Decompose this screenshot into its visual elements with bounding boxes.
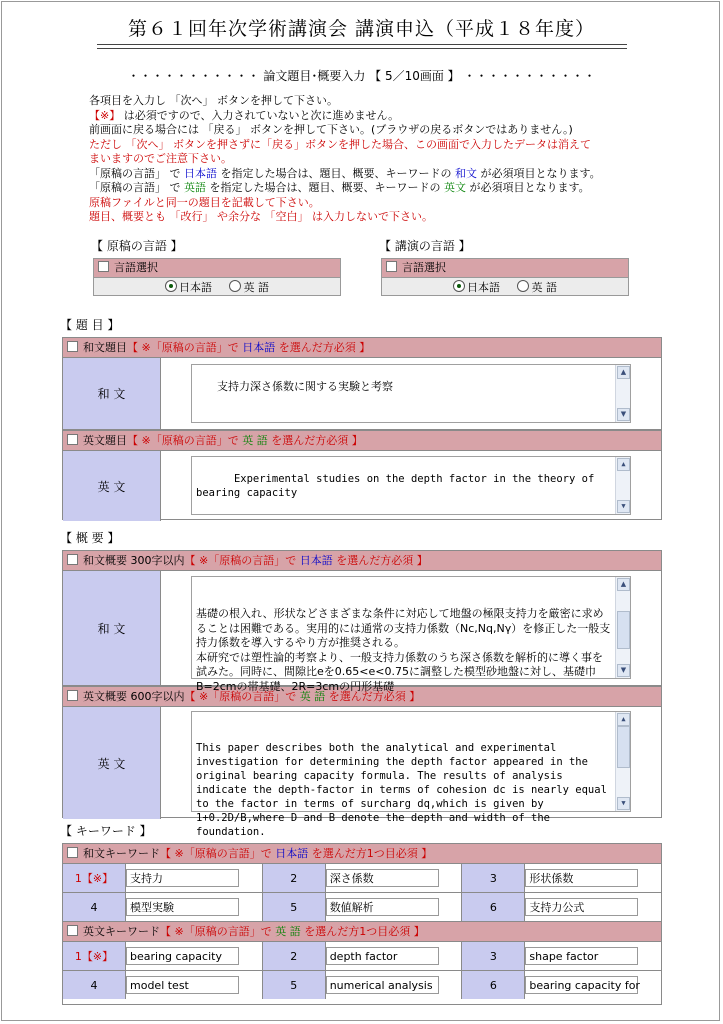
- checkbox-icon[interactable]: [386, 261, 397, 272]
- instruction-line: 「原稿の言語」 で 日本語 を指定した場合は、題目、概要、キーワードの 和文 が必須項目となります。: [89, 166, 601, 180]
- keyword-input[interactable]: bearing capacity for: [525, 976, 638, 994]
- radio-selected-icon[interactable]: [165, 280, 177, 292]
- jp-title-textarea[interactable]: 支持力深さ係数に関する実験と考察 ▲ ▼: [191, 364, 631, 423]
- radio-selected-icon[interactable]: [453, 280, 465, 292]
- jp-title-bar: 和文題目【 ※「原稿の言語」で 日本語 を選んだ方必須 】: [63, 338, 661, 358]
- row-label: 英 文: [63, 707, 161, 819]
- checkbox-icon[interactable]: [67, 554, 78, 565]
- lecture-language-bar: 言語選択: [382, 259, 628, 278]
- manuscript-language-heading: 【 原稿の言語 】: [91, 239, 183, 253]
- row-label: 英 文: [63, 451, 161, 521]
- checkbox-icon[interactable]: [67, 341, 78, 352]
- table-row: [63, 942, 661, 971]
- jp-abstract-bar: 和文概要 300字以内【 ※「原稿の言語」で 日本語 を選んだ方必須 】: [63, 551, 661, 571]
- manuscript-language-box: [93, 258, 341, 296]
- keyword-input[interactable]: shape factor: [525, 947, 638, 965]
- keyword-input[interactable]: 支持力: [126, 869, 239, 887]
- keyword-input[interactable]: 支持力公式: [525, 898, 638, 916]
- scroll-down-icon[interactable]: ▼: [617, 500, 630, 513]
- keyword-input[interactable]: 形状係数: [525, 869, 638, 887]
- instruction-line: 原稿ファイルと同一の題目を記載して下さい。: [89, 195, 320, 209]
- radio-manuscript-japanese[interactable]: 日本語: [165, 281, 212, 294]
- instruction-line: 【※】 は必須ですので、入力されていないと次に進めません。: [89, 108, 400, 122]
- keyword-number: 4: [63, 893, 126, 922]
- jp-keyword-table: [63, 864, 661, 921]
- radio-icon[interactable]: [517, 280, 529, 292]
- en-keyword-bar: 英文キーワード【 ※「原稿の言語」で 英 語 を選んだ方1つ目必須 】: [63, 921, 661, 942]
- lecture-language-box: [381, 258, 629, 296]
- scroll-down-icon[interactable]: ▼: [617, 797, 630, 810]
- jp-abstract-textarea[interactable]: 基礎の根入れ、形状などさまざまな条件に対応して地盤の極限支持力を厳密に求めることは困難である。実用的には通常の支持力係数（Nc,Nq,Nγ）を修正した一般支持力係数を導入するやり方が推奨される。 本研究では塑性論的考察より、一般支持力係数のうち深さ係数を解析的に導く事を試みた。同時に、間隙比eを0.65<e<0.75に調整した模型砂地盤に対し、基礎巾B=2cmの帯基礎、2R=3cmの円形基礎 ▲ ▼: [191, 576, 631, 679]
- keyword-input[interactable]: 深さ係数: [326, 869, 439, 887]
- table-row: [63, 893, 661, 922]
- en-title-bar: 英文題目【 ※「原稿の言語」で 英 語 を選んだ方必須 】: [63, 430, 661, 451]
- instruction-line: まいますのでご注意下さい。: [89, 152, 232, 165]
- keyword-input[interactable]: 数値解析: [326, 898, 439, 916]
- row-label: 和 文: [63, 358, 161, 429]
- scroll-up-icon[interactable]: ▲: [617, 578, 630, 591]
- en-keyword-table: [63, 942, 661, 999]
- instruction-line: 各項目を入力し 「次へ」 ボタンを押して下さい。: [89, 94, 338, 107]
- scroll-thumb[interactable]: [617, 726, 630, 768]
- title-rule: [97, 44, 627, 45]
- keyword-number: 4: [63, 971, 126, 1000]
- keyword-number: 6: [462, 971, 525, 1000]
- title-panel: [62, 337, 662, 520]
- jp-title-row: [63, 358, 661, 430]
- radio-lecture-japanese[interactable]: 日本語: [453, 281, 500, 294]
- scrollbar[interactable]: [615, 457, 630, 514]
- checkbox-icon[interactable]: [67, 925, 78, 936]
- en-title-textarea[interactable]: Experimental studies on the depth factor in the theory of bearing capacity ▲ ▼: [191, 456, 631, 515]
- page-title: 第６１回年次学術講演会 講演申込（平成１８年度）: [127, 18, 596, 40]
- scroll-up-icon[interactable]: ▲: [617, 458, 630, 471]
- lecture-language-heading: 【 講演の言語 】: [379, 239, 471, 253]
- jp-abstract-row: [63, 571, 661, 693]
- keyword-section-heading: 【 キーワード 】: [60, 824, 152, 838]
- radio-icon[interactable]: [229, 280, 241, 292]
- keyword-number: 1【※】: [63, 942, 126, 971]
- keyword-input[interactable]: bearing capacity: [126, 947, 239, 965]
- table-row: [63, 864, 661, 893]
- keyword-number: 3: [462, 942, 525, 971]
- keyword-number: 5: [262, 971, 325, 1000]
- checkbox-icon[interactable]: [67, 690, 78, 701]
- jp-keyword-bar: 和文キーワード【 ※「原稿の言語」で 日本語 を選んだ方1つ目必須 】: [63, 844, 661, 864]
- scroll-up-icon[interactable]: ▲: [617, 713, 630, 726]
- row-label: 和 文: [63, 571, 161, 685]
- scrollbar[interactable]: [615, 577, 630, 678]
- scrollbar[interactable]: [615, 365, 630, 422]
- manuscript-language-bar: 言語選択: [94, 259, 340, 278]
- keyword-number: 5: [262, 893, 325, 922]
- keyword-number: 6: [462, 893, 525, 922]
- title-rule: [97, 48, 627, 49]
- keyword-input[interactable]: model test: [126, 976, 239, 994]
- table-row: [63, 971, 661, 1000]
- checkbox-icon[interactable]: [67, 434, 78, 445]
- keyword-number: 2: [262, 942, 325, 971]
- instruction-line: 題目、概要とも 「改行」 や余分な 「空白」 は入力しないで下さい。: [89, 210, 433, 223]
- en-abstract-textarea[interactable]: This paper describes both the analytical and experimental investigation for determining the depth factor appeared in the original bearing capacity formula. The results of analysis indicate the depth-factor in terms of cohesion dc is nearly equal to the factor in terms of surcharg dq,which is given by 1+0.2D/B,where D and B denote the depth and width of the foundation. ▲ ▼: [191, 711, 631, 812]
- keyword-input[interactable]: numerical analysis: [326, 976, 439, 994]
- keyword-number: 2: [262, 864, 325, 893]
- keyword-number: 3: [462, 864, 525, 893]
- page-subtitle: ・・・・・・・・・・・ 論文題目･概要入力 【 5／10画面 】 ・・・・・・・・・・・: [127, 69, 596, 83]
- instructions: [89, 94, 601, 225]
- keyword-panel: [62, 843, 662, 1005]
- instruction-line: ただし 「次へ」 ボタンを押さずに「戻る」ボタンを押した場合、この画面で入力したデータは消えて: [89, 137, 591, 151]
- keyword-input[interactable]: 模型実験: [126, 898, 239, 916]
- scrollbar[interactable]: [615, 712, 630, 811]
- abstract-section-heading: 【 概 要 】: [60, 531, 120, 545]
- en-abstract-bar: 英文概要 600字以内【 ※「原稿の言語」で 英 語 を選んだ方必須 】: [63, 686, 661, 707]
- checkbox-icon[interactable]: [67, 847, 78, 858]
- scroll-up-icon[interactable]: ▲: [617, 366, 630, 379]
- radio-manuscript-english[interactable]: 英 語: [229, 281, 269, 294]
- checkbox-icon[interactable]: [98, 261, 109, 272]
- keyword-number: 1【※】: [63, 864, 126, 893]
- scroll-thumb[interactable]: [617, 611, 630, 649]
- instruction-line: 前画面に戻る場合には 「戻る」 ボタンを押して下さい。(ブラウザの戻るボタンではありません。): [89, 123, 573, 136]
- keyword-input[interactable]: depth factor: [326, 947, 439, 965]
- scroll-down-icon[interactable]: ▼: [617, 664, 630, 677]
- en-title-row: [63, 451, 661, 521]
- instruction-line: 「原稿の言語」 で 英語 を指定した場合は、題目、概要、キーワードの 英文 が必須項目となります。: [89, 181, 590, 194]
- scroll-down-icon[interactable]: ▼: [617, 408, 630, 421]
- radio-lecture-english[interactable]: 英 語: [517, 281, 557, 294]
- title-section-heading: 【 題 目 】: [60, 318, 120, 332]
